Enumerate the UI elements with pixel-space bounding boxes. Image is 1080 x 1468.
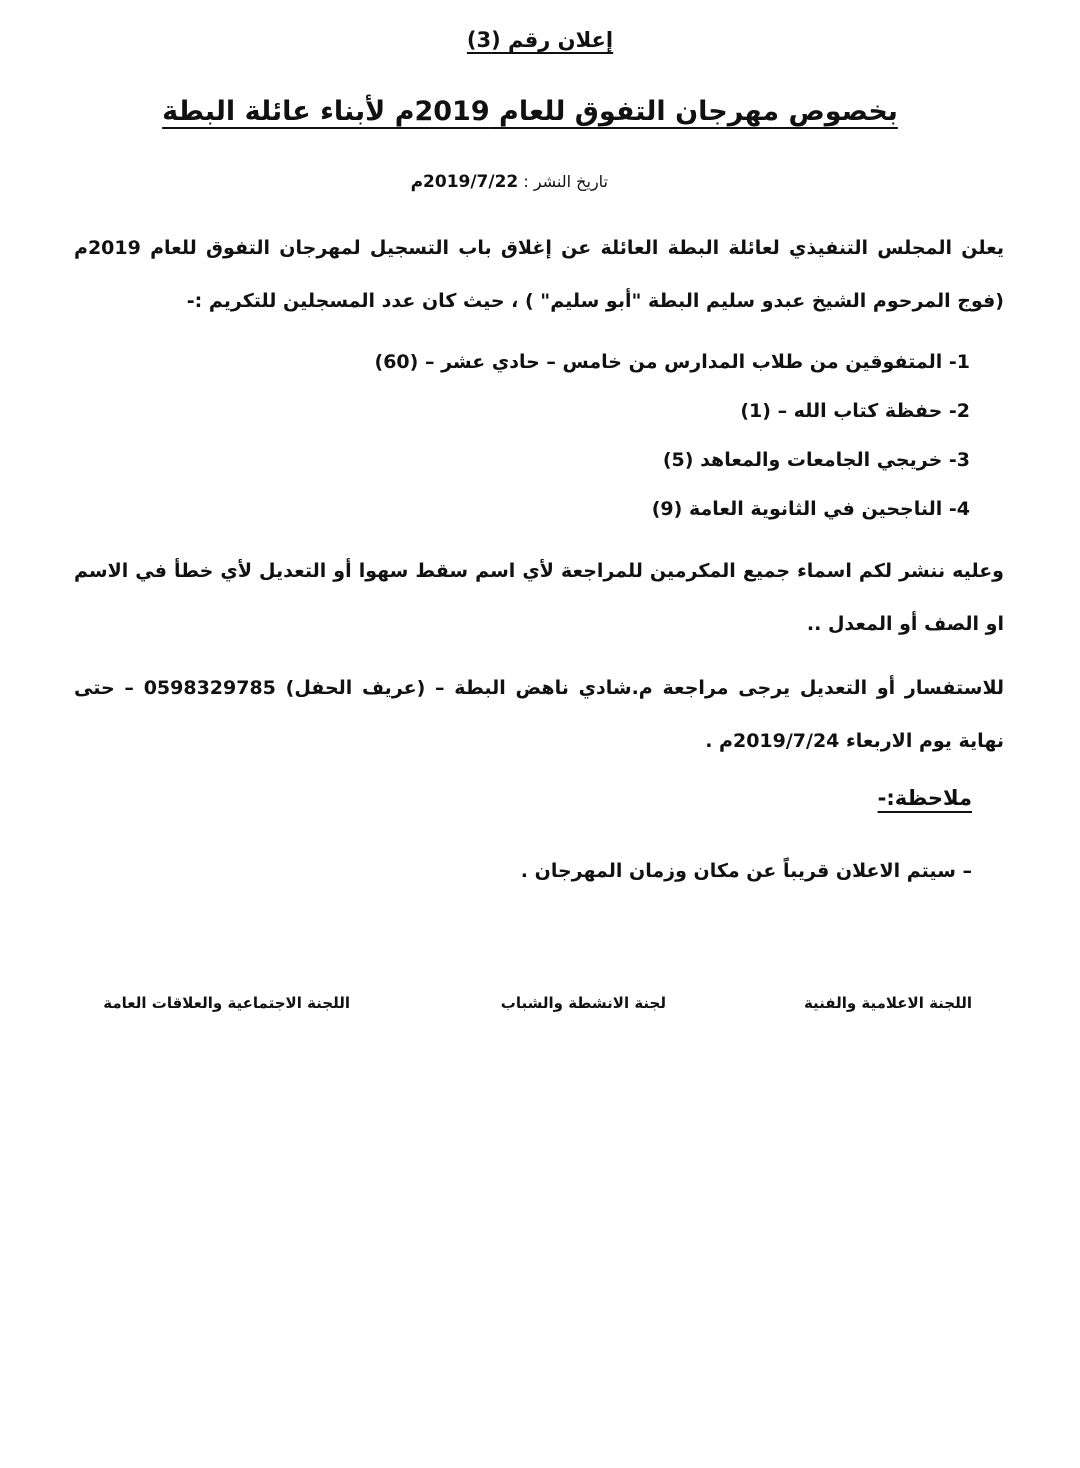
page-title: بخصوص مهرجان التفوق للعام 2019م لأبناء عائلة البطة	[162, 96, 898, 127]
intro-paragraph: يعلن المجلس التنفيذي لعائلة البطة العائلة عن إغلاق باب التسجيل لمهرجان التفوق للعام 2019م (فوج المرحوم الشيخ عبدو سليم البطة "أبو سليم" ) ، حيث كان عدد المسجلين للتكريم :-	[74, 237, 1004, 312]
publish-date	[411, 172, 608, 192]
signature-social-committee: اللجنة الاجتماعية والعلاقات العامة	[103, 994, 350, 1012]
list-item: 4- الناجحين في الثانوية العامة (9)	[651, 498, 970, 520]
announcement-number: إعلان رقم (3)	[466, 28, 614, 52]
signature-media-committee: اللجنة الاعلامية والفنية	[803, 994, 972, 1012]
signature-activities-committee: لجنة الانشطة والشباب	[500, 994, 666, 1012]
publish-date-label: تاريخ النشر :	[523, 172, 608, 191]
honoree-list	[375, 338, 970, 534]
publish-date-value: 2019/7/22م	[410, 172, 519, 192]
list-item: 3- خريجي الجامعات والمعاهد (5)	[662, 449, 970, 471]
note-heading: ملاحظة:-	[877, 786, 972, 810]
note-item: – سيتم الاعلان قريباً عن مكان وزمان المهرجان .	[520, 860, 972, 882]
list-item: 1- المتفوقين من طلاب المدارس من خامس – حادي عشر – (60)	[374, 351, 970, 373]
contact-paragraph: للاستفسار أو التعديل يرجى مراجعة م.شادي ناهض البطة – (عريف الحفل) 0598329785 – حتى نهاية يوم الاربعاء 2019/7/24م .	[74, 677, 1005, 752]
list-item: 2- حفظة كتاب الله – (1)	[740, 400, 970, 422]
review-paragraph: وعليه ننشر لكم اسماء جميع المكرمين للمراجعة لأي اسم سقط سهوا أو التعديل لأي خطأ في الاسم او الصف أو المعدل ..	[74, 560, 1004, 635]
